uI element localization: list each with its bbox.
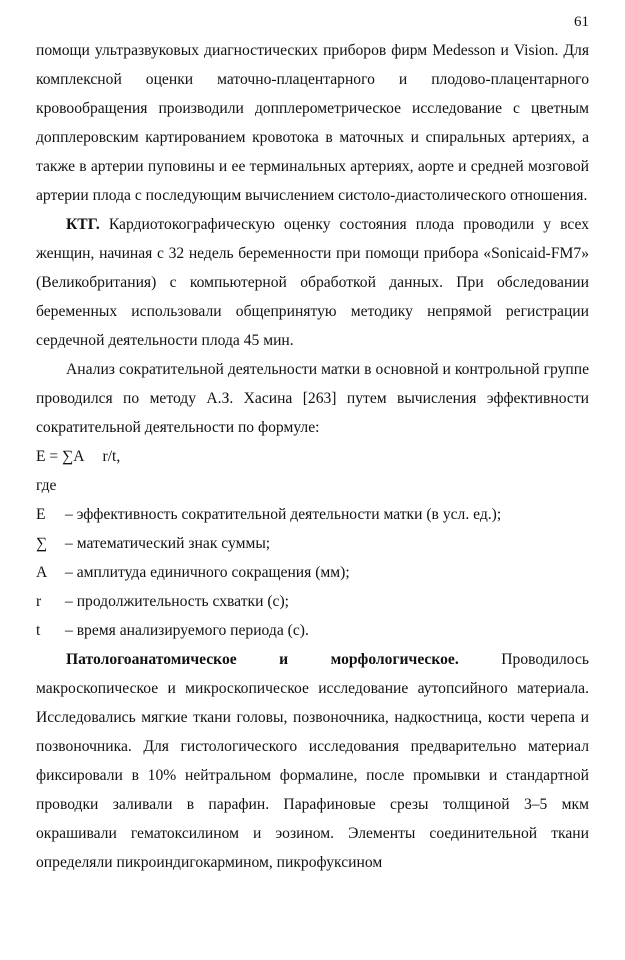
formula-right: r/t, [102, 448, 121, 465]
paragraph-ctg-text: Кардиотокографическую оценку состояния плода проводили у всех женщин, начиная с 32 недель беременности при помощи прибора «Sonicaid-FM7» (Великобритания) с компьютерной обработкой данных. При обследовании беременных использовали общепринятую методику непрямой регистрации сердечной деятельности плода 45 мин. [36, 216, 589, 349]
definition-symbol: r [36, 593, 42, 610]
paragraph-doppler: помощи ультразвуковых диагностических приборов фирм Medesson и Vision. Для комплексной оценки маточно-плацентарного и плодово-плацентарного кровообращения производили допплерометрическое исследование с цветным допплеровским картированием кровотока в маточных и спиральных артериях, а также в артерии пуповины и ее терминальных артериях, аорте и средней мозговой артерии плода с последующим вычислением систоло-диастолического отношения. [36, 42, 589, 204]
formula [36, 442, 589, 471]
definition-symbol: E [36, 506, 46, 523]
formula-left: E = ∑A [36, 448, 85, 465]
page-number: 61 [574, 14, 589, 30]
definition-text: – математический знак суммы; [65, 535, 271, 552]
section-heading-pathology: Патологоанатомическое и морфологическое. [66, 651, 459, 668]
section-heading-ctg: КТГ. [66, 216, 100, 233]
definition-row [36, 529, 589, 558]
paragraph-pathology-text: Проводилось макроскопическое и микроскопическое исследование аутопсийного материала. Исследовались мягкие ткани головы, позвоночника, надкостница, кости черепа и позвоночника. Для гистологического исследования предварительно материал фиксировали в 10% нейтральном формалине, после промывки и стандартной проводки заливали в парафин. Парафиновые срезы толщиной 3–5 мкм окрашивали гематоксилином и эозином. Элементы соединительной ткани определяли пикроиндигокармином, пикрофуксином [36, 651, 590, 871]
definition-symbol: ∑ [36, 535, 48, 552]
definition-row [36, 587, 589, 616]
definition-row [36, 558, 589, 587]
paragraph-pathology [36, 645, 589, 877]
definition-text: – амплитуда единичного сокращения (мм); [65, 564, 350, 581]
definition-row [36, 616, 589, 645]
definition-row [36, 500, 589, 529]
definition-list [36, 500, 589, 645]
definition-symbol: A [36, 564, 48, 581]
document-body [36, 36, 589, 877]
definition-text: – продолжительность схватки (с); [65, 593, 289, 610]
paragraph-contractility: Анализ сократительной деятельности матки в основной и контрольной группе проводился по методу А.З. Хасина [263] путем вычисления эффективности сократительной деятельности по формуле: [36, 361, 589, 436]
paragraph-ctg [36, 210, 589, 355]
definition-text: – эффективность сократительной деятельности матки (в усл. ед.); [65, 506, 502, 523]
definition-symbol: t [36, 622, 41, 639]
where-label: где [36, 477, 57, 494]
definition-text: – время анализируемого периода (с). [65, 622, 309, 639]
